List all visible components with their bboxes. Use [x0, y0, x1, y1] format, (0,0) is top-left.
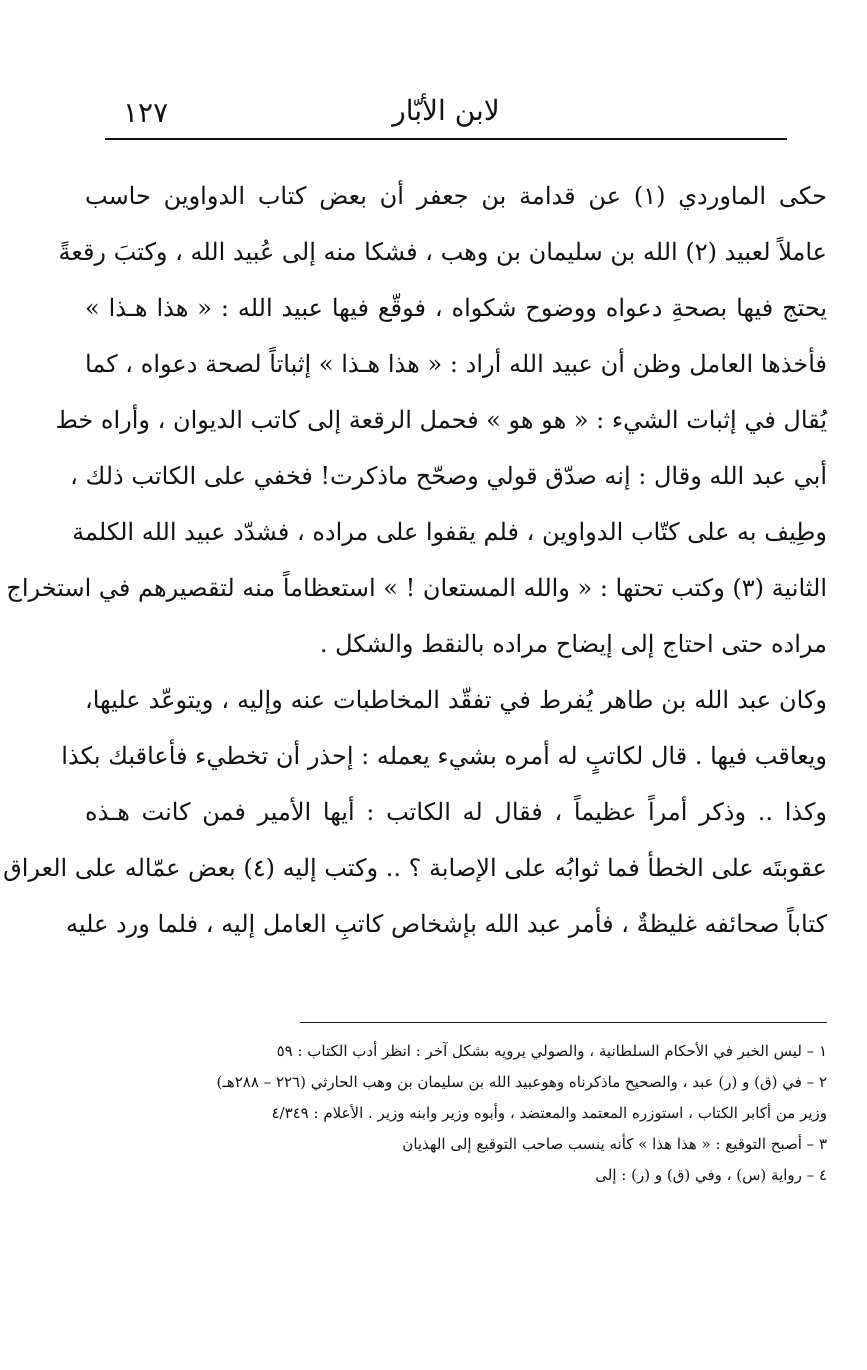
text-line: عاملاً لعبيد (٢) الله بن سليمان بن وهب ، فشكا منه إلى عُبيد الله ، وكتبَ رقعةً [58, 238, 827, 266]
text-line: الثانية (٣) وكتب تحتها : « والله المستعان ! » استعظاماً منه لتقصيرهم في استخراج [6, 574, 827, 602]
page-header [105, 88, 787, 140]
running-title: لابن الأبّار [392, 94, 500, 127]
footnote-line: ٤ – رواية (س) ، وفي (ق) و (ر) : إلى [595, 1166, 827, 1184]
main-text [3, 168, 827, 952]
footnote-line: ٢ – في (ق) و (ر) عبد ، والصحيح ماذكرناه وهوعبيد الله بن سليمان بن وهب الحارثي (٢٢٦ – ٢٨٨هـ) [216, 1073, 827, 1091]
footnote-line: ١ – ليس الخبر في الأحكام السلطانية ، والصولي يرويه بشكل آخر : انظر أدب الكتاب : ٥٩ [276, 1042, 827, 1060]
text-line: فأخذها العامل وظن أن عبيد الله أراد : « هذا هـذا » إثباتاً لصحة دعواه ، كما [85, 350, 827, 378]
text-line: يحتج فيها بصحةِ دعواه ووضوح شكواه ، فوقّع فيها عبيد الله : « هذا هـذا » [85, 294, 827, 322]
footnote-line: وزير من أكابر الكتاب ، استوزره المعتمد والمعتضد ، وأبوه وزير وابنه وزير . الأعلام : ٤/٣٤٩ [271, 1104, 827, 1122]
text-line: أبي عبد الله وقال : إنه صدّق قولي وصحّح ماذكرت! فخفي على الكاتب ذلك ، [70, 462, 827, 490]
footnote-divider [300, 1022, 827, 1023]
footnotes [85, 1036, 827, 1191]
text-line: عقوبتَه على الخطأ فما ثوابُه على الإصابة ؟ .. وكتب إليه (٤) بعض عمّاله على العراق [3, 854, 827, 882]
text-line: وكذا .. وذكر أمراً عظيماً ، فقال له الكاتب : أيها الأمير فمن كانت هـذه [85, 798, 827, 826]
text-line: مراده حتى احتاج إلى إيضاح مراده بالنقط والشكل . [319, 630, 827, 658]
text-line: وكان عبد الله بن طاهر يُفرط في تفقّد المخاطبات عنه وإليه ، ويتوعّد عليها، [85, 686, 827, 714]
page-number: ١٢٧ [123, 96, 169, 129]
text-line: كتاباً صحائفه غليظةٌ ، فأمر عبد الله بإشخاص كاتبِ العامل إليه ، فلما ورد عليه [65, 910, 827, 938]
text-line: حكى الماوردي (١) عن قدامة بن جعفر أن بعض كتاب الدواوين حاسب [85, 182, 827, 210]
text-line: يُقال في إثبات الشيء : « هو هو » فحمل الرقعة إلى كاتب الديوان ، وأراه خط [55, 406, 827, 434]
footnote-line: ٣ – أصبح التوقيع : « هذا هذا » كأنه ينسب صاحب التوقيع إلى الهذيان [402, 1135, 827, 1153]
text-line: وطِيف به على كتّاب الدواوين ، فلم يقفوا على مراده ، فشدّد عبيد الله الكلمة [72, 518, 827, 546]
text-line: ويعاقب فيها . قال لكاتبٍ له أمره بشيء يعمله : إحذر أن تخطيء فأعاقبك بكذا [61, 742, 827, 770]
